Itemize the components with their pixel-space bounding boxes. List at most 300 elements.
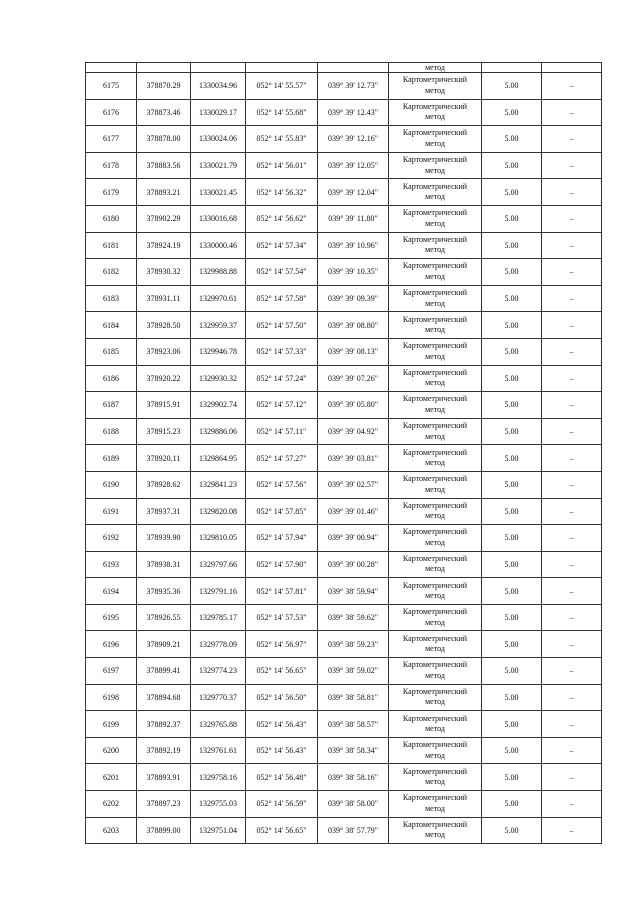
cell-latitude: 052° 14' 56.01" (246, 152, 318, 179)
cell-latitude: 052° 14' 56.62" (246, 205, 318, 232)
cell-note: – (542, 817, 602, 844)
cell-longitude: 039° 39' 12.04" (318, 179, 389, 206)
cell-note: – (542, 631, 602, 658)
cell-y-coordinate: 1329810.05 (191, 525, 246, 552)
cell-y-coordinate: 1330034.96 (191, 73, 246, 100)
cell-point-number: 6199 (86, 711, 137, 738)
cell-longitude: 039° 38' 59.62" (318, 604, 389, 631)
method-label-line-1: Картометрический (402, 101, 468, 111)
cell-latitude: 052° 14' 56.65" (246, 658, 318, 685)
cell-y-coordinate: 1329864.95 (191, 445, 246, 472)
cell-longitude: 039° 38' 59.23" (318, 631, 389, 658)
cell-x-coordinate: 378923.06 (137, 338, 191, 365)
cell-y-coordinate: 1329902.74 (191, 392, 246, 419)
cell-note: – (542, 73, 602, 100)
cell-accuracy: 5.00 (482, 471, 542, 498)
cell-accuracy: 5.00 (482, 711, 542, 738)
cell-accuracy: 5.00 (482, 259, 542, 286)
cell-point-number: 6175 (86, 73, 137, 100)
cell-longitude: 039° 39' 03.81" (318, 445, 389, 472)
method-label-line-1: Картометрический (402, 181, 468, 191)
method-label-line-1: Картометрический (402, 527, 468, 537)
cell-method (389, 445, 482, 472)
cell-point-number: 6183 (86, 285, 137, 312)
cell-y-coordinate: 1329761.61 (191, 737, 246, 764)
cell-note: – (542, 658, 602, 685)
cell-method (389, 658, 482, 685)
method-label-line-2: метод (425, 325, 445, 335)
method-label-line-2: метод (425, 218, 445, 228)
cell-note: – (542, 338, 602, 365)
method-label-line-2: метод (425, 644, 445, 654)
cell-x-coordinate: 378928.50 (137, 312, 191, 339)
cell-longitude: 039° 39' 12.43" (318, 99, 389, 126)
cell-y-coordinate: 1329751.04 (191, 817, 246, 844)
table-row (86, 791, 602, 818)
cell-accuracy: 5.00 (482, 684, 542, 711)
cell-method (389, 73, 482, 100)
cell-accuracy: 5.00 (482, 791, 542, 818)
cell-latitude: 052° 14' 57.54" (246, 259, 318, 286)
method-label-line-1: Картометрический (402, 288, 468, 298)
cell-point-number: 6190 (86, 471, 137, 498)
cell-note: – (542, 205, 602, 232)
cell-x-coordinate: 378930.32 (137, 259, 191, 286)
cell-x-coordinate: 378937.31 (137, 498, 191, 525)
method-label-line-2: метод (425, 511, 445, 521)
cell-method (389, 817, 482, 844)
cell-accuracy: 5.00 (482, 99, 542, 126)
cell-longitude: 039° 39' 12.73" (318, 73, 389, 100)
cell-point-number: 6203 (86, 817, 137, 844)
cell-y-coordinate: 1330021.45 (191, 179, 246, 206)
cell-x-coordinate: 378915.23 (137, 418, 191, 445)
cell-note: – (542, 498, 602, 525)
cell-longitude: 039° 39' 08.13" (318, 338, 389, 365)
cell-x-coordinate: 378873.46 (137, 99, 191, 126)
table-row (86, 205, 602, 232)
table-row (86, 578, 602, 605)
cell-y-coordinate: 1329841.23 (191, 471, 246, 498)
cell-accuracy: 5.00 (482, 737, 542, 764)
cell-latitude: 052° 14' 57.53" (246, 604, 318, 631)
cell-note: – (542, 684, 602, 711)
cell-latitude: 052° 14' 56.65" (246, 817, 318, 844)
cell-latitude: 052° 14' 57.81" (246, 578, 318, 605)
cell-empty (137, 63, 191, 73)
cell-y-coordinate: 1329774.23 (191, 658, 246, 685)
cell-point-number: 6186 (86, 365, 137, 392)
cell-x-coordinate: 378899.41 (137, 658, 191, 685)
cell-method (389, 312, 482, 339)
cell-longitude: 039° 39' 00.94" (318, 525, 389, 552)
cell-method (389, 684, 482, 711)
table-row (86, 711, 602, 738)
table-row (86, 604, 602, 631)
method-label-line-2: метод (425, 165, 445, 175)
cell-x-coordinate: 378878.00 (137, 126, 191, 153)
cell-method (389, 126, 482, 153)
cell-latitude: 052° 14' 56.48" (246, 764, 318, 791)
cell-point-number: 6178 (86, 152, 137, 179)
cell-x-coordinate: 378928.62 (137, 471, 191, 498)
cell-note: – (542, 126, 602, 153)
cell-point-number: 6196 (86, 631, 137, 658)
cell-y-coordinate: 1329758.16 (191, 764, 246, 791)
table-row (86, 418, 602, 445)
cell-accuracy: 5.00 (482, 764, 542, 791)
cell-longitude: 039° 38' 58.00" (318, 791, 389, 818)
cell-point-number: 6181 (86, 232, 137, 259)
cell-note: – (542, 737, 602, 764)
cell-point-number: 6176 (86, 99, 137, 126)
method-label-line-2: метод (425, 458, 445, 468)
cell-x-coordinate: 378883.56 (137, 152, 191, 179)
table-row (86, 152, 602, 179)
cell-empty (542, 63, 602, 73)
cell-point-number: 6198 (86, 684, 137, 711)
method-label-line-2: метод (425, 803, 445, 813)
cell-y-coordinate: 1329797.66 (191, 551, 246, 578)
table-row (86, 232, 602, 259)
cell-longitude: 039° 39' 07.26" (318, 365, 389, 392)
cell-x-coordinate: 378935.36 (137, 578, 191, 605)
cell-method (389, 604, 482, 631)
cell-point-number: 6185 (86, 338, 137, 365)
cell-note: – (542, 711, 602, 738)
cell-note: – (542, 179, 602, 206)
table-body (86, 63, 602, 844)
cell-y-coordinate: 1329970.61 (191, 285, 246, 312)
method-label-line-2: метод (425, 564, 445, 574)
cell-method (389, 551, 482, 578)
cell-latitude: 052° 14' 56.43" (246, 711, 318, 738)
cell-method (389, 179, 482, 206)
cell-accuracy: 5.00 (482, 658, 542, 685)
method-label-line-2: метод (425, 537, 445, 547)
cell-method (389, 232, 482, 259)
method-label-line-1: Картометрический (402, 474, 468, 484)
cell-note: – (542, 551, 602, 578)
cell-y-coordinate: 1329791.16 (191, 578, 246, 605)
cell-x-coordinate: 378894.68 (137, 684, 191, 711)
cell-accuracy: 5.00 (482, 392, 542, 419)
cell-x-coordinate: 378924.19 (137, 232, 191, 259)
cell-x-coordinate: 378870.29 (137, 73, 191, 100)
cell-note: – (542, 764, 602, 791)
method-label-line-1: Картометрический (402, 367, 468, 377)
cell-accuracy: 5.00 (482, 73, 542, 100)
method-label-line-1: Картометрический (402, 713, 468, 723)
table-row (86, 445, 602, 472)
cell-y-coordinate: 1329765.88 (191, 711, 246, 738)
table-row (86, 338, 602, 365)
cell-longitude: 039° 39' 12.16" (318, 126, 389, 153)
method-label-line-1: Картометрический (402, 686, 468, 696)
cell-point-number: 6182 (86, 259, 137, 286)
cell-point-number: 6194 (86, 578, 137, 605)
cell-method (389, 365, 482, 392)
cell-accuracy: 5.00 (482, 525, 542, 552)
cell-point-number: 6202 (86, 791, 137, 818)
cell-x-coordinate: 378931.11 (137, 285, 191, 312)
cell-point-number: 6188 (86, 418, 137, 445)
cell-accuracy: 5.00 (482, 205, 542, 232)
cell-note: – (542, 525, 602, 552)
table-row (86, 551, 602, 578)
cell-note: – (542, 99, 602, 126)
cell-y-coordinate: 1329820.08 (191, 498, 246, 525)
cell-longitude: 039° 38' 58.81" (318, 684, 389, 711)
cell-accuracy: 5.00 (482, 338, 542, 365)
method-label-line-1: Картометрический (402, 819, 468, 829)
cell-accuracy: 5.00 (482, 312, 542, 339)
method-label-line-1: Картометрический (402, 75, 468, 85)
method-label-line-1: Картометрический (402, 633, 468, 643)
cell-latitude: 052° 14' 55.83" (246, 126, 318, 153)
table-row (86, 817, 602, 844)
cell-latitude: 052° 14' 56.32" (246, 179, 318, 206)
cell-x-coordinate: 378909.21 (137, 631, 191, 658)
cell-x-coordinate: 378939.90 (137, 525, 191, 552)
table-row (86, 737, 602, 764)
cell-note: – (542, 392, 602, 419)
method-label-line-2: метод (425, 85, 445, 95)
method-label-line-1: Картометрический (402, 553, 468, 563)
cell-latitude: 052° 14' 57.33" (246, 338, 318, 365)
cell-accuracy: 5.00 (482, 445, 542, 472)
cell-longitude: 039° 39' 01.46" (318, 498, 389, 525)
cell-point-number: 6200 (86, 737, 137, 764)
method-label-line-2: метод (425, 378, 445, 388)
cell-latitude: 052° 14' 55.68" (246, 99, 318, 126)
method-label-line-1: Картометрический (402, 660, 468, 670)
cell-latitude: 052° 14' 57.27" (246, 445, 318, 472)
table-row (86, 658, 602, 685)
method-label-line-1: Картометрический (402, 261, 468, 271)
cell-accuracy: 5.00 (482, 817, 542, 844)
cell-latitude: 052° 14' 57.85" (246, 498, 318, 525)
cell-method (389, 418, 482, 445)
cell-x-coordinate: 378892.19 (137, 737, 191, 764)
method-label-line-2: метод (425, 404, 445, 414)
cell-longitude: 039° 38' 57.79" (318, 817, 389, 844)
table-row (86, 631, 602, 658)
cell-y-coordinate: 1329930.32 (191, 365, 246, 392)
cell-method (389, 205, 482, 232)
cell-latitude: 052° 14' 57.24" (246, 365, 318, 392)
cell-latitude: 052° 14' 57.11" (246, 418, 318, 445)
cell-y-coordinate: 1329959.37 (191, 312, 246, 339)
cell-y-coordinate: 1330024.06 (191, 126, 246, 153)
table-row (86, 179, 602, 206)
cell-y-coordinate: 1329770.37 (191, 684, 246, 711)
cell-method (389, 392, 482, 419)
cell-note: – (542, 418, 602, 445)
cell-method-continued: метод (389, 63, 482, 73)
cell-y-coordinate: 1329755.03 (191, 791, 246, 818)
method-label-line-2: метод (425, 192, 445, 202)
cell-accuracy: 5.00 (482, 418, 542, 445)
cell-accuracy: 5.00 (482, 285, 542, 312)
cell-longitude: 039° 38' 58.57" (318, 711, 389, 738)
method-label-line-1: Картометрический (402, 234, 468, 244)
method-label-line-1: Картометрический (402, 766, 468, 776)
cell-latitude: 052° 14' 57.90" (246, 551, 318, 578)
cell-point-number: 6179 (86, 179, 137, 206)
table-row (86, 365, 602, 392)
cell-point-number: 6180 (86, 205, 137, 232)
method-label-line-1: Картометрический (402, 155, 468, 165)
table-row (86, 498, 602, 525)
cell-empty (318, 63, 389, 73)
cell-y-coordinate: 1330000.46 (191, 232, 246, 259)
cell-latitude: 052° 14' 56.59" (246, 791, 318, 818)
coordinates-table (85, 62, 602, 844)
cell-method (389, 152, 482, 179)
cell-x-coordinate: 378920.11 (137, 445, 191, 472)
cell-x-coordinate: 378899.00 (137, 817, 191, 844)
cell-accuracy: 5.00 (482, 365, 542, 392)
cell-point-number: 6184 (86, 312, 137, 339)
cell-longitude: 039° 38' 58.16" (318, 764, 389, 791)
cell-point-number: 6192 (86, 525, 137, 552)
cell-point-number: 6177 (86, 126, 137, 153)
method-label-line-2: метод (425, 617, 445, 627)
method-label-line-1: Картометрический (402, 580, 468, 590)
table-row (86, 126, 602, 153)
cell-note: – (542, 365, 602, 392)
table-row (86, 471, 602, 498)
cell-x-coordinate: 378893.21 (137, 179, 191, 206)
method-label-line-2: метод (425, 245, 445, 255)
cell-y-coordinate: 1329785.17 (191, 604, 246, 631)
cell-longitude: 039° 38' 59.02" (318, 658, 389, 685)
table-row (86, 525, 602, 552)
method-label-line-1: Картометрический (402, 341, 468, 351)
cell-note: – (542, 578, 602, 605)
method-label-line-2: метод (425, 271, 445, 281)
cell-x-coordinate: 378920.22 (137, 365, 191, 392)
cell-point-number: 6189 (86, 445, 137, 472)
cell-x-coordinate: 378926.55 (137, 604, 191, 631)
cell-note: – (542, 152, 602, 179)
cell-y-coordinate: 1330029.17 (191, 99, 246, 126)
cell-longitude: 039° 38' 59.94" (318, 578, 389, 605)
cell-latitude: 052° 14' 57.50" (246, 312, 318, 339)
method-label-line-1: Картометрический (402, 394, 468, 404)
cell-accuracy: 5.00 (482, 179, 542, 206)
method-label-line-1: Картометрический (402, 740, 468, 750)
method-label-line-1: Картометрический (402, 128, 468, 138)
cell-point-number: 6197 (86, 658, 137, 685)
method-label-line-2: метод (425, 830, 445, 840)
cell-x-coordinate: 378938.31 (137, 551, 191, 578)
cell-point-number: 6191 (86, 498, 137, 525)
table-row (86, 392, 602, 419)
table-row-continued (86, 63, 602, 73)
table-row (86, 684, 602, 711)
cell-note: – (542, 791, 602, 818)
cell-note: – (542, 471, 602, 498)
cell-empty (191, 63, 246, 73)
cell-longitude: 039° 38' 58.34" (318, 737, 389, 764)
cell-accuracy: 5.00 (482, 578, 542, 605)
cell-method (389, 471, 482, 498)
cell-note: – (542, 445, 602, 472)
method-label-line-2: метод (425, 724, 445, 734)
cell-longitude: 039° 39' 08.80" (318, 312, 389, 339)
cell-method (389, 259, 482, 286)
cell-latitude: 052° 14' 57.58" (246, 285, 318, 312)
cell-method (389, 99, 482, 126)
cell-latitude: 052° 14' 56.43" (246, 737, 318, 764)
cell-method (389, 525, 482, 552)
cell-longitude: 039° 39' 04.92" (318, 418, 389, 445)
cell-longitude: 039° 39' 09.39" (318, 285, 389, 312)
method-label-line-2: метод (425, 298, 445, 308)
method-label-line-1: Картометрический (402, 208, 468, 218)
method-label-line-1: Картометрический (402, 607, 468, 617)
cell-y-coordinate: 1329886.06 (191, 418, 246, 445)
cell-latitude: 052° 14' 57.56" (246, 471, 318, 498)
cell-accuracy: 5.00 (482, 152, 542, 179)
method-label-line-2: метод (425, 484, 445, 494)
method-label-line-2: метод (425, 431, 445, 441)
table-row (86, 73, 602, 100)
cell-x-coordinate: 378915.91 (137, 392, 191, 419)
method-label-line-2: метод (425, 697, 445, 707)
cell-longitude: 039° 39' 10.35" (318, 259, 389, 286)
cell-method (389, 764, 482, 791)
cell-method (389, 285, 482, 312)
method-label-line-2: метод (425, 591, 445, 601)
cell-latitude: 052° 14' 57.94" (246, 525, 318, 552)
cell-x-coordinate: 378892.37 (137, 711, 191, 738)
method-label-line-2: метод (425, 777, 445, 787)
method-label-line-1: Картометрический (402, 500, 468, 510)
cell-point-number: 6195 (86, 604, 137, 631)
cell-method (389, 631, 482, 658)
cell-longitude: 039° 39' 12.05" (318, 152, 389, 179)
cell-empty (246, 63, 318, 73)
cell-method (389, 578, 482, 605)
method-label-line-1: Картометрический (402, 447, 468, 457)
table-row (86, 312, 602, 339)
table-row (86, 764, 602, 791)
cell-longitude: 039° 39' 11.80" (318, 205, 389, 232)
method-label-line-2: метод (425, 351, 445, 361)
method-label-line-2: метод (425, 670, 445, 680)
cell-note: – (542, 312, 602, 339)
cell-accuracy: 5.00 (482, 631, 542, 658)
cell-y-coordinate: 1329988.88 (191, 259, 246, 286)
cell-latitude: 052° 14' 56.97" (246, 631, 318, 658)
table-row (86, 259, 602, 286)
cell-point-number: 6193 (86, 551, 137, 578)
cell-latitude: 052° 14' 55.57" (246, 73, 318, 100)
cell-note: – (542, 259, 602, 286)
cell-latitude: 052° 14' 57.34" (246, 232, 318, 259)
cell-x-coordinate: 378897.23 (137, 791, 191, 818)
method-label-line-1: Картометрический (402, 314, 468, 324)
cell-note: – (542, 232, 602, 259)
cell-point-number: 6187 (86, 392, 137, 419)
method-label-line-2: метод (425, 138, 445, 148)
cell-latitude: 052° 14' 56.50" (246, 684, 318, 711)
table-row (86, 99, 602, 126)
cell-y-coordinate: 1329778.09 (191, 631, 246, 658)
